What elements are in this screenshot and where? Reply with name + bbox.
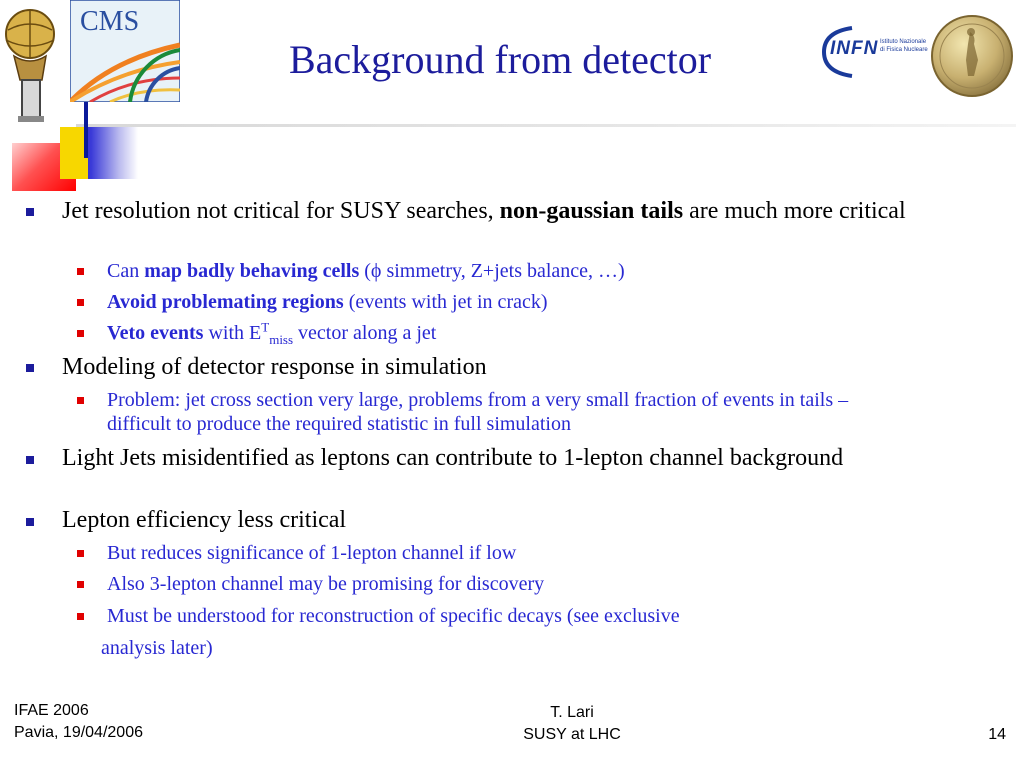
cms-logo-text: CMS xyxy=(80,6,140,37)
sub-bullet-marker xyxy=(77,299,84,306)
subscript-text: miss xyxy=(269,332,294,347)
footer-author xyxy=(472,702,672,746)
bullet-text: Jet resolution not critical for SUSY searches, xyxy=(62,198,500,224)
bullet-text: vector along a jet xyxy=(293,322,437,344)
sub-bullet-marker xyxy=(77,268,84,275)
sub-bullet-veto-events xyxy=(107,321,907,345)
slide-title: Background from detector xyxy=(288,37,712,82)
sub-bullet-marker xyxy=(77,397,84,404)
infn-logo xyxy=(822,22,928,82)
sub-bullet-marker xyxy=(77,613,84,620)
sub-bullet-marker xyxy=(77,330,84,337)
bullet-text: with E xyxy=(203,322,262,344)
bullet-bold-text: non-gaussian tails xyxy=(499,198,684,224)
footer-author-name: T. Lari xyxy=(550,704,594,721)
sub-bullet-marker xyxy=(77,550,84,557)
footer-talk-title: SUSY at LHC xyxy=(523,726,621,743)
bullet-marker xyxy=(26,208,34,216)
bullet-bold-text: map badly behaving cells xyxy=(144,260,360,282)
sub-bullet-continuation: analysis later) xyxy=(101,637,213,659)
bullet-marker xyxy=(26,364,34,372)
atlas-logo xyxy=(0,0,64,124)
infn-logo-subtitle-1: Istituto Nazionale xyxy=(880,39,927,45)
bullet-bold-text: Veto events xyxy=(107,322,204,344)
bullet-marker xyxy=(26,456,34,464)
bullet-text: (events with jet in crack) xyxy=(343,291,548,313)
sub-bullet-3-lepton: Also 3-lepton channel may be promising for discovery xyxy=(107,573,545,595)
footer-conference xyxy=(14,700,143,744)
bullet-modeling: Modeling of detector response in simulation xyxy=(62,354,487,380)
page-number: 14 xyxy=(988,726,1006,743)
bullet-bold-text: Avoid problemating regions xyxy=(107,291,344,313)
bullet-text: (ϕ simmetry, Z+jets balance, …) xyxy=(359,260,625,282)
bullet-lepton-efficiency: Lepton efficiency less critical xyxy=(62,507,347,533)
decorative-vertical-bar xyxy=(84,100,88,158)
bullet-text: are much more critical xyxy=(683,198,906,224)
bullet-jet-resolution xyxy=(62,198,922,225)
cms-logo xyxy=(70,0,180,102)
header-divider-line xyxy=(76,124,1016,127)
sub-bullet-marker xyxy=(77,581,84,588)
superscript-text: T xyxy=(261,319,270,335)
bullet-marker xyxy=(26,518,34,526)
footer-conference-name: IFAE 2006 xyxy=(14,702,89,719)
sub-bullet-must-understand: Must be understood for reconstruction of specific decays (see exclusive xyxy=(107,605,680,627)
infn-logo-subtitle-2: di Fisica Nucleare xyxy=(880,47,928,53)
sub-bullet-avoid-regions xyxy=(107,290,907,314)
infn-logo-text: INFN xyxy=(830,38,879,59)
footer-conference-date: Pavia, 19/04/2006 xyxy=(14,724,143,741)
sub-bullet-map-cells xyxy=(107,259,907,283)
bullet-text: Can xyxy=(107,260,145,282)
university-medal-logo xyxy=(930,14,1014,98)
sub-bullet-reduces-significance: But reduces significance of 1-lepton channel if low xyxy=(107,542,517,564)
bullet-light-jets: Light Jets misidentified as leptons can contribute to 1-lepton channel background xyxy=(62,445,844,471)
sub-bullet-problem: Problem: jet cross section very large, problems from a very small fraction of events in tails – difficult to produce the required statistic in full simulation xyxy=(107,389,849,435)
